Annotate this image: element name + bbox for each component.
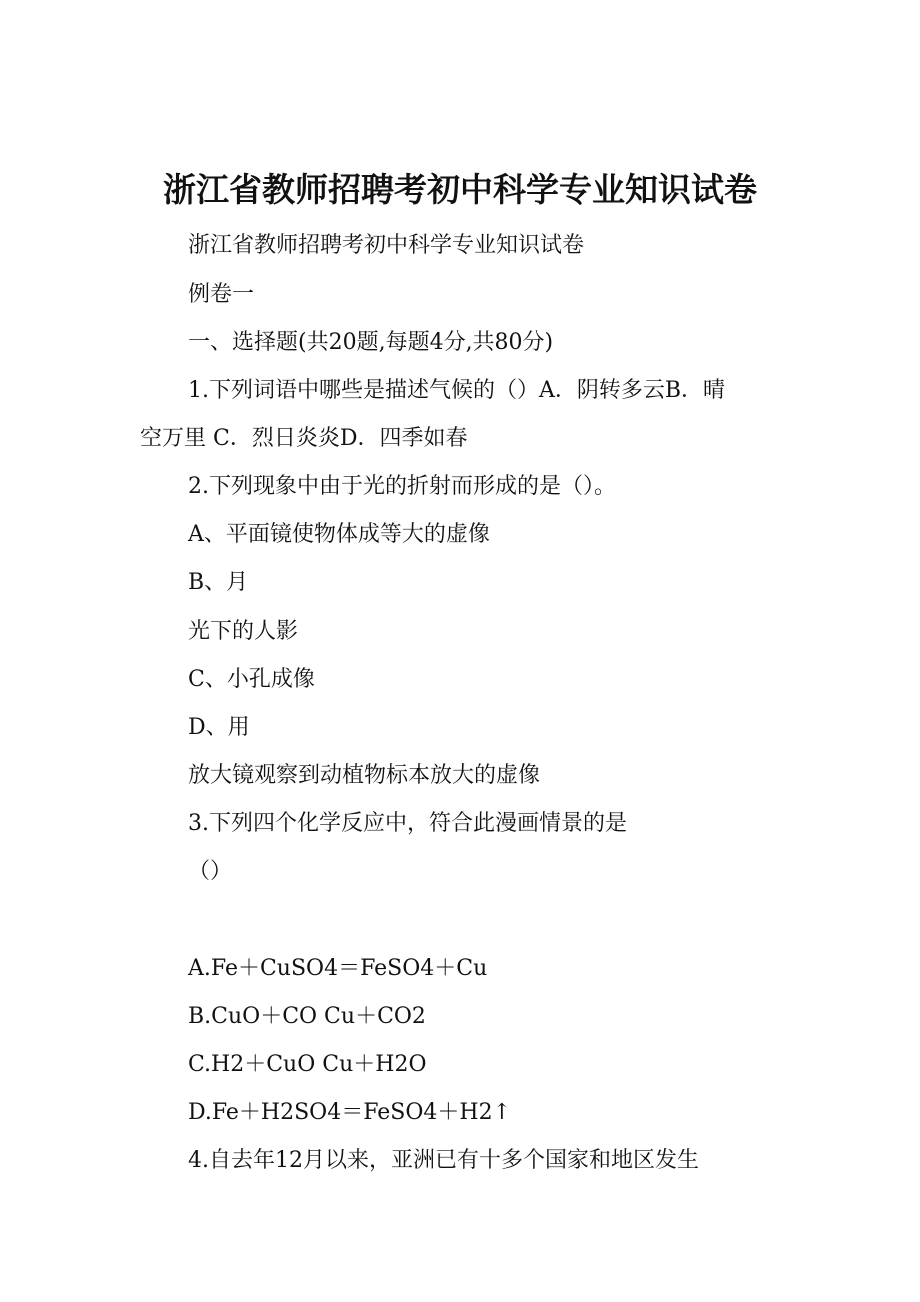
question-2-option-c: C、小孔成像 (188, 667, 315, 692)
question-2-option-d: D、用 (188, 715, 250, 740)
document-title: 浙江省教师招聘考初中科学专业知识试卷 (163, 170, 757, 210)
question-2-option-a: A、平面镜使物体成等大的虚像 (188, 522, 490, 547)
question-3-blank: （） (188, 859, 233, 884)
question-3-stem: 3.下列四个化学反应中，符合此漫画情景的是 (188, 811, 627, 836)
question-2-option-d-cont: 放大镜观察到动植物标本放大的虚像 (188, 763, 541, 788)
question-3-option-c: C.H2＋CuO Cu＋H2O (188, 1052, 427, 1077)
question-1-line-1: 1.下列词语中哪些是描述气候的（）A．阴转多云B．晴 (188, 378, 726, 403)
question-3-option-a: A.Fe＋CuSO4＝FeSO4＋Cu (188, 956, 488, 981)
section-heading: 一、选择题(共20题,每题4分,共80分) (188, 330, 554, 355)
exam-label: 例卷一 (188, 282, 255, 307)
question-1-line-2: 空万里 C．烈日炎炎D．四季如春 (140, 426, 468, 451)
question-2-stem: 2.下列现象中由于光的折射而形成的是（）。 (188, 474, 616, 499)
question-3-option-b: B.CuO＋CO Cu＋CO2 (188, 1004, 426, 1029)
subtitle-line: 浙江省教师招聘考初中科学专业知识试卷 (188, 233, 585, 258)
question-2-option-b-cont: 光下的人影 (188, 619, 299, 644)
question-3-option-d: D.Fe＋H2SO4＝FeSO4＋H2↑ (188, 1100, 512, 1125)
question-4-stem: 4.自去年12月以来，亚洲已有十多个国家和地区发生 (188, 1148, 699, 1173)
question-2-option-b: B、月 (188, 570, 249, 595)
